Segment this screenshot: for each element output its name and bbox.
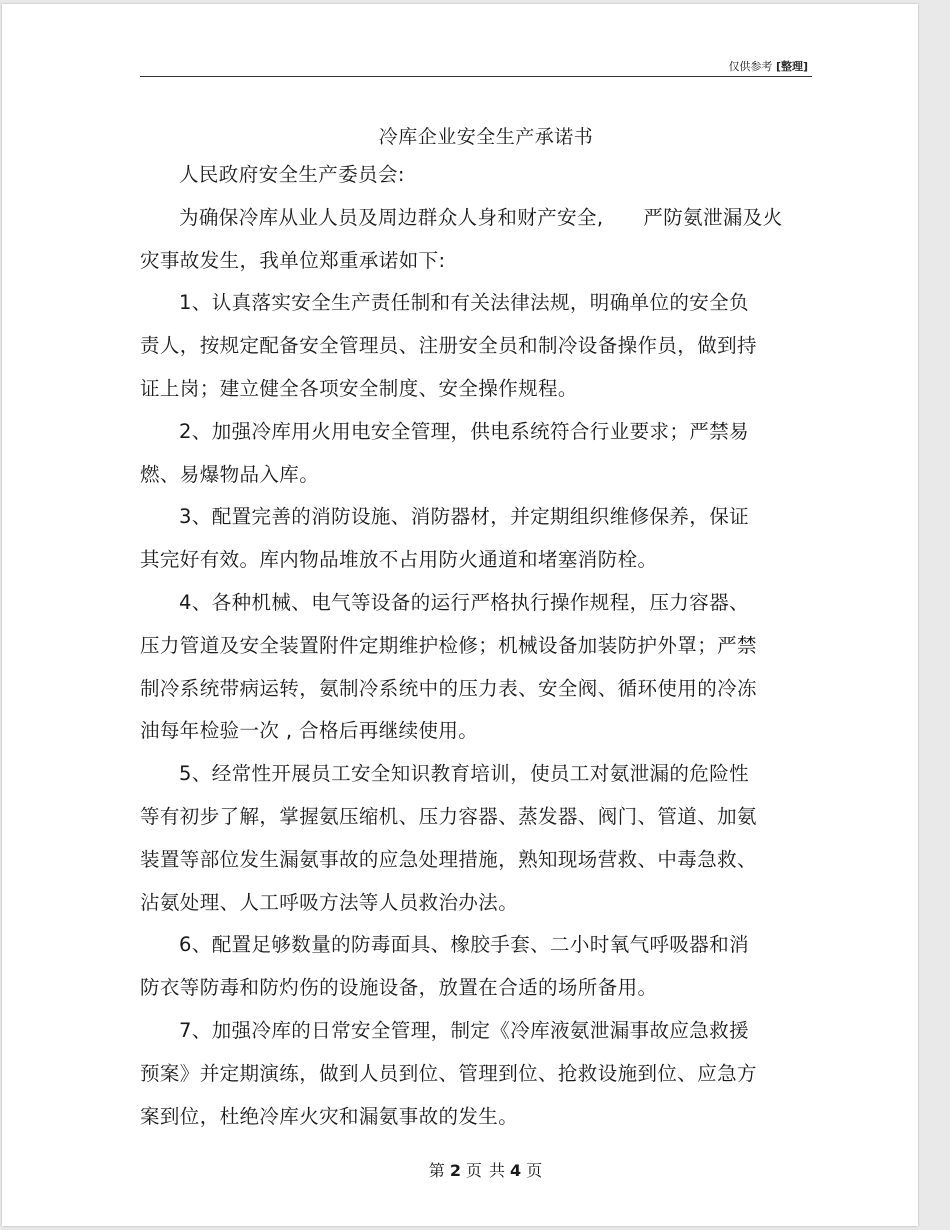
paragraph-item-4: 4、各种机械、电气等设备的运行严格执行操作规程，压力容器、 压力管道及安全装置附件定期维护检修；机械设备加装防护外罩；严禁 制冷系统带病运转，氨制冷系统中的压力表、安全阀、循环使用的冷冻 油每年检验一次 , 合格后再继续使用。 xyxy=(140,590,757,743)
header-note xyxy=(728,58,808,74)
footer-middle: 页 共 xyxy=(465,1161,507,1180)
footer-page-number: 2 xyxy=(449,1161,462,1180)
paragraph-intro: 为确保冷库从业人员及周边群众人身和财产安全, 严防氨泄漏及火 灾事故发生，我单位郑重承诺如下: xyxy=(140,205,783,272)
paragraph-item-3: 3、配置完善的消防设施、消防器材，并定期组织维修保养，保证 其完好有效。库内物品堆放不占用防火通道和堵塞消防栓。 xyxy=(140,505,750,572)
footer-suffix: 页 xyxy=(526,1161,544,1180)
paragraph-addressee: 人民政府安全生产委员会: xyxy=(179,163,405,186)
page-footer xyxy=(140,1158,832,1181)
document-body xyxy=(140,154,812,1138)
header-note-text: 仅供参考 xyxy=(728,60,773,73)
document-page xyxy=(2,4,918,1226)
paragraph-item-2: 2、加强冷库用火用电安全管理，供电系统符合行业要求；严禁易 燃、易爆物品入库。 xyxy=(140,419,750,486)
footer-total-pages: 4 xyxy=(510,1161,523,1180)
document-title: 冷库企业安全生产承诺书 xyxy=(378,126,594,148)
header-note-tag: [整理] xyxy=(775,60,808,73)
paragraph-item-1: 1、认真落实安全生产责任制和有关法律法规，明确单位的安全负 责人，按规定配备安全管理员、注册安全员和制冷设备操作员，做到持 证上岗；建立健全各项安全制度、安全操作规程。 xyxy=(140,291,757,400)
paragraph-item-6: 6、配置足够数量的防毒面具、橡胶手套、二小时氧气呼吸器和消 防衣等防毒和防灼伤的设施设备，放置在合适的场所备用。 xyxy=(140,933,750,1000)
paragraph-item-5: 5、经常性开展员工安全知识教育培训，使员工对氨泄漏的危险性 等有初步了解，掌握氨压缩机、压力容器、蒸发器、阀门、管道、加氨 装置等部位发生漏氨事故的应急处理措施，熟知现场营救、中毒急救、 沾氨处理、人工呼吸方法等人员救治办法。 xyxy=(140,762,757,914)
header-rule xyxy=(140,76,812,77)
paragraph-item-7: 7、加强冷库的日常安全管理，制定《冷库液氨泄漏事故应急救援 预案》并定期演练，做到人员到位、管理到位、抢救设施到位、应急方 案到位，杜绝冷库火灾和漏氨事故的发生。 xyxy=(140,1018,757,1128)
footer-prefix: 第 xyxy=(428,1161,446,1180)
